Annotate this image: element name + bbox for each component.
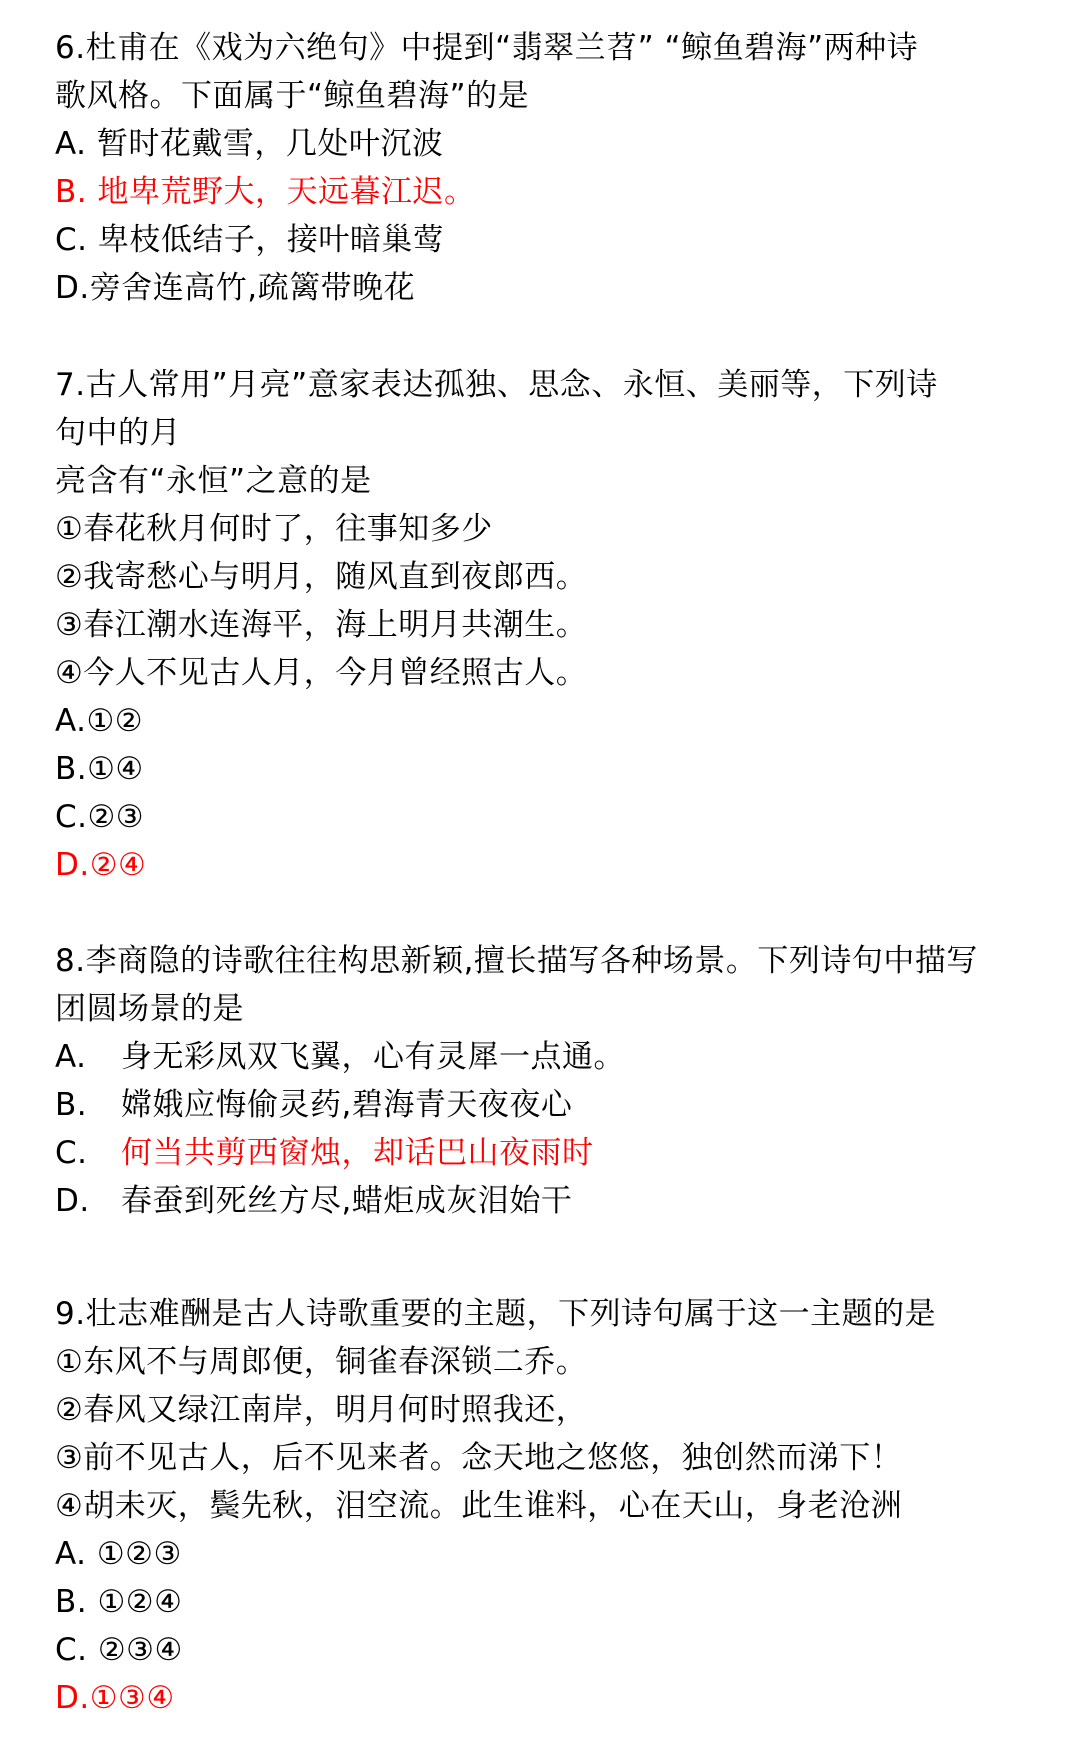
- option-text: 何当共剪西窗烛，却话巴山夜雨时: [121, 1135, 594, 1171]
- option-letter: C.: [55, 799, 88, 835]
- question-7-option-d-correct: [55, 841, 1035, 889]
- question-7-option-a: [55, 697, 1035, 745]
- question-6-stem-line-1: 6.杜甫在《戏为六绝句》中提到“翡翠兰苕” “鲸鱼碧海”两种诗: [55, 30, 919, 66]
- option-letter: B.: [55, 1087, 88, 1123]
- option-letter: D.: [55, 1680, 90, 1716]
- option-text: 卑枝低结子，接叶暗巢莺: [97, 222, 445, 258]
- question-7-item-2: ②我寄愁心与明月，随风直到夜郎西。: [55, 559, 588, 595]
- option-text: ①②③: [96, 1536, 182, 1572]
- question-8-stem-line-1: 8.李商隐的诗歌往往构思新颖,擅长描写各种场景。下列诗句中描写: [55, 943, 978, 979]
- question-9-option-c: [55, 1626, 1035, 1674]
- option-letter: A.: [55, 1039, 87, 1075]
- question-6-stem-line-2: 歌风格。下面属于“鲸鱼碧海”的是: [55, 78, 530, 114]
- question-7-option-b: [55, 745, 1035, 793]
- option-text: 春蚕到死丝方尽,蜡炬成灰泪始干: [121, 1183, 573, 1219]
- option-letter: D.: [55, 270, 90, 306]
- question-6: [55, 24, 1035, 312]
- option-text: ①④: [87, 751, 144, 787]
- option-text: 旁舍连高竹,疏篱带晚花: [89, 270, 416, 306]
- question-7-stem-line-2: 句中的月: [55, 415, 181, 451]
- question-9-option-d-correct: [55, 1674, 1035, 1722]
- option-letter: C.: [55, 1135, 88, 1171]
- question-9-item-2: ②春风又绿江南岸，明月何时照我还，: [55, 1392, 588, 1428]
- option-text: 身无彩凤双飞翼，心有灵犀一点通。: [121, 1039, 625, 1075]
- question-7-item-1: ①春花秋月何时了，往事知多少: [55, 511, 493, 547]
- question-7-item-3: ③春江潮水连海平，海上明月共潮生。: [55, 607, 588, 643]
- question-7: [55, 361, 1035, 889]
- question-6-option-a: [55, 120, 1035, 168]
- option-text: ②④: [89, 847, 147, 883]
- question-7-item-4: ④今人不见古人月，今月曾经照古人。: [55, 655, 588, 691]
- question-9-item-1: ①东风不与周郎便，铜雀春深锁二乔。: [55, 1344, 588, 1380]
- question-9: [55, 1290, 1035, 1722]
- option-letter: B.: [55, 174, 88, 210]
- option-text: 嫦娥应悔偷灵药,碧海青天夜夜心: [121, 1087, 573, 1123]
- option-letter: C.: [55, 222, 88, 258]
- question-8-option-d: [55, 1177, 1035, 1225]
- question-9-option-a: [55, 1530, 1035, 1578]
- question-8: [55, 937, 1035, 1225]
- question-9-option-b: [55, 1578, 1035, 1626]
- option-letter: D.: [55, 1183, 90, 1219]
- option-text: ①③④: [89, 1680, 175, 1716]
- question-7-option-c: [55, 793, 1035, 841]
- option-letter: C.: [55, 1632, 88, 1668]
- option-text: 地卑荒野大，天远暮江迟。: [97, 174, 476, 210]
- option-letter: B.: [55, 1584, 88, 1620]
- question-6-option-b-correct: [55, 168, 1035, 216]
- question-9-item-3: ③前不见古人，后不见来者。念天地之悠悠，独创然而涕下！: [55, 1440, 903, 1476]
- option-letter: D.: [55, 847, 90, 883]
- option-text: ②③④: [97, 1632, 183, 1668]
- option-letter: B.: [55, 751, 88, 787]
- question-8-option-c-correct: [55, 1129, 1035, 1177]
- question-7-stem-line-1: 7.古人常用”月亮”意家表达孤独、思念、永恒、美丽等，下列诗: [55, 367, 938, 403]
- question-8-stem-line-2: 团圆场景的是: [55, 991, 244, 1027]
- question-6-option-c: [55, 216, 1035, 264]
- option-text: 暂时花戴雪，几处叶沉波: [96, 126, 444, 162]
- option-text: ①②: [86, 703, 144, 739]
- question-6-option-d: [55, 264, 1035, 312]
- question-8-option-a: [55, 1033, 1035, 1081]
- option-text: ②③: [87, 799, 145, 835]
- option-letter: A.: [55, 126, 87, 162]
- question-8-option-b: [55, 1081, 1035, 1129]
- option-text: ①②④: [97, 1584, 183, 1620]
- question-9-item-4: ④胡未灭，鬓先秋，泪空流。此生谁料，心在天山，身老沧洲: [55, 1488, 903, 1524]
- option-letter: A.: [55, 703, 87, 739]
- question-9-stem-line-1: 9.壮志难酬是古人诗歌重要的主题，下列诗句属于这一主题的是: [55, 1296, 937, 1332]
- option-letter: A.: [55, 1536, 87, 1572]
- question-7-stem-line-3: 亮含有“永恒”之意的是: [55, 463, 372, 499]
